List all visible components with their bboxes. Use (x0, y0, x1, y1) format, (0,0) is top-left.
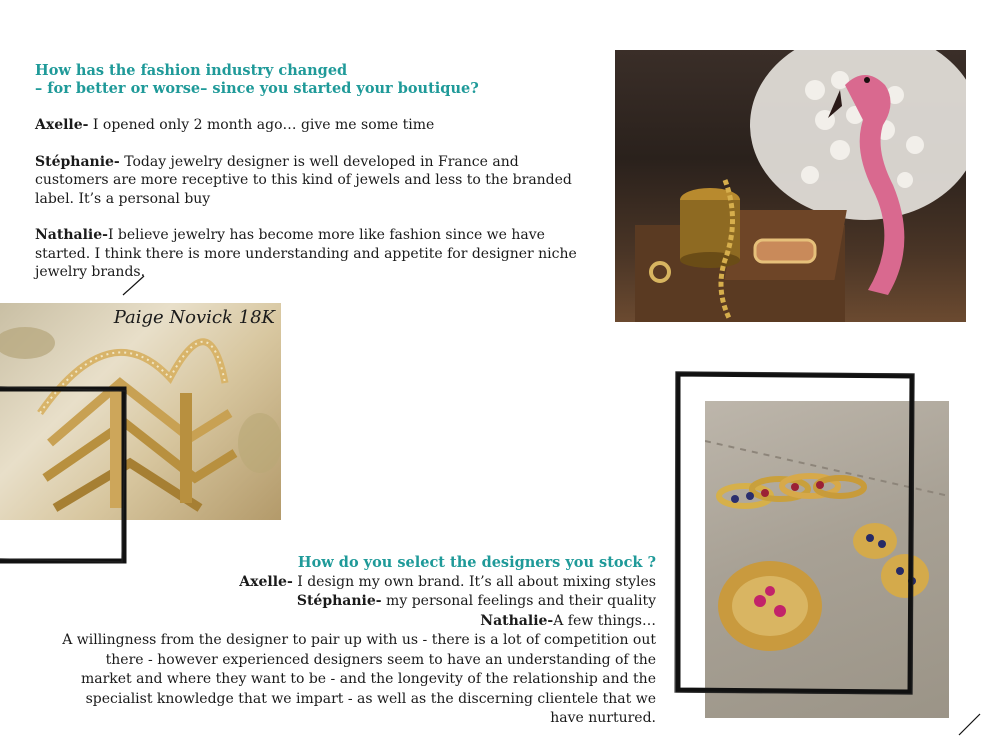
diagonal-stroke-bottom (959, 714, 980, 735)
question-2: How do you select the designers you stock ? (297, 554, 656, 571)
question-1-line-1: How has the fashion industry changed (35, 62, 348, 79)
speaker-name: Nathalie- (35, 227, 108, 243)
answer-text: I believe jewelry has become more like fashion since we have started. I think there is more understanding and appetite for designer niche jewelry brands. (35, 227, 577, 280)
question-1-line-2: – for better or worse– since you started your boutique? (35, 80, 479, 97)
answer-text: Today jewelry designer is well developed in France and customers are more receptive to this kind of jewels and less to the branded label. It’s a personal buy (35, 153, 572, 207)
bracelet-caption: Paige Novick 18K (113, 307, 275, 328)
diagonal-stroke-top (123, 276, 144, 295)
speaker-name: Axelle- (239, 573, 293, 590)
answer-text: I opened only 2 month ago… give me some time (88, 117, 435, 133)
answer-text: I design my own brand. It’s all about mixing styles (292, 573, 656, 590)
flamingo-jewelry-photo (615, 50, 966, 322)
brush-frame-right (672, 368, 920, 700)
answer-text: my personal feelings and their quality (381, 593, 656, 609)
nathalie-paragraph: A willingness from the designer to pair up with us - there is a lot of competition out there - however experienced designers seem to have an understanding of the market and where they want to be - and the longevity of the relationship and the specialist knowledge that we impart - as well as the discerning clientele that we have nurtured. (62, 632, 656, 726)
answer-nathalie-2 (60, 612, 656, 632)
speaker-name: Nathalie- (480, 612, 554, 629)
interview-section-2 (60, 553, 656, 729)
brush-frame-left (0, 384, 132, 568)
speaker-name: Stéphanie- (296, 593, 382, 609)
flamingo-photo-art (615, 50, 966, 322)
answer-text: A few things… (553, 612, 656, 629)
speaker-name: Stéphanie- (35, 153, 120, 170)
answer-stephanie-2 (60, 592, 656, 612)
speaker-name: Axelle- (35, 117, 89, 133)
answer-axelle-2 (60, 573, 656, 593)
